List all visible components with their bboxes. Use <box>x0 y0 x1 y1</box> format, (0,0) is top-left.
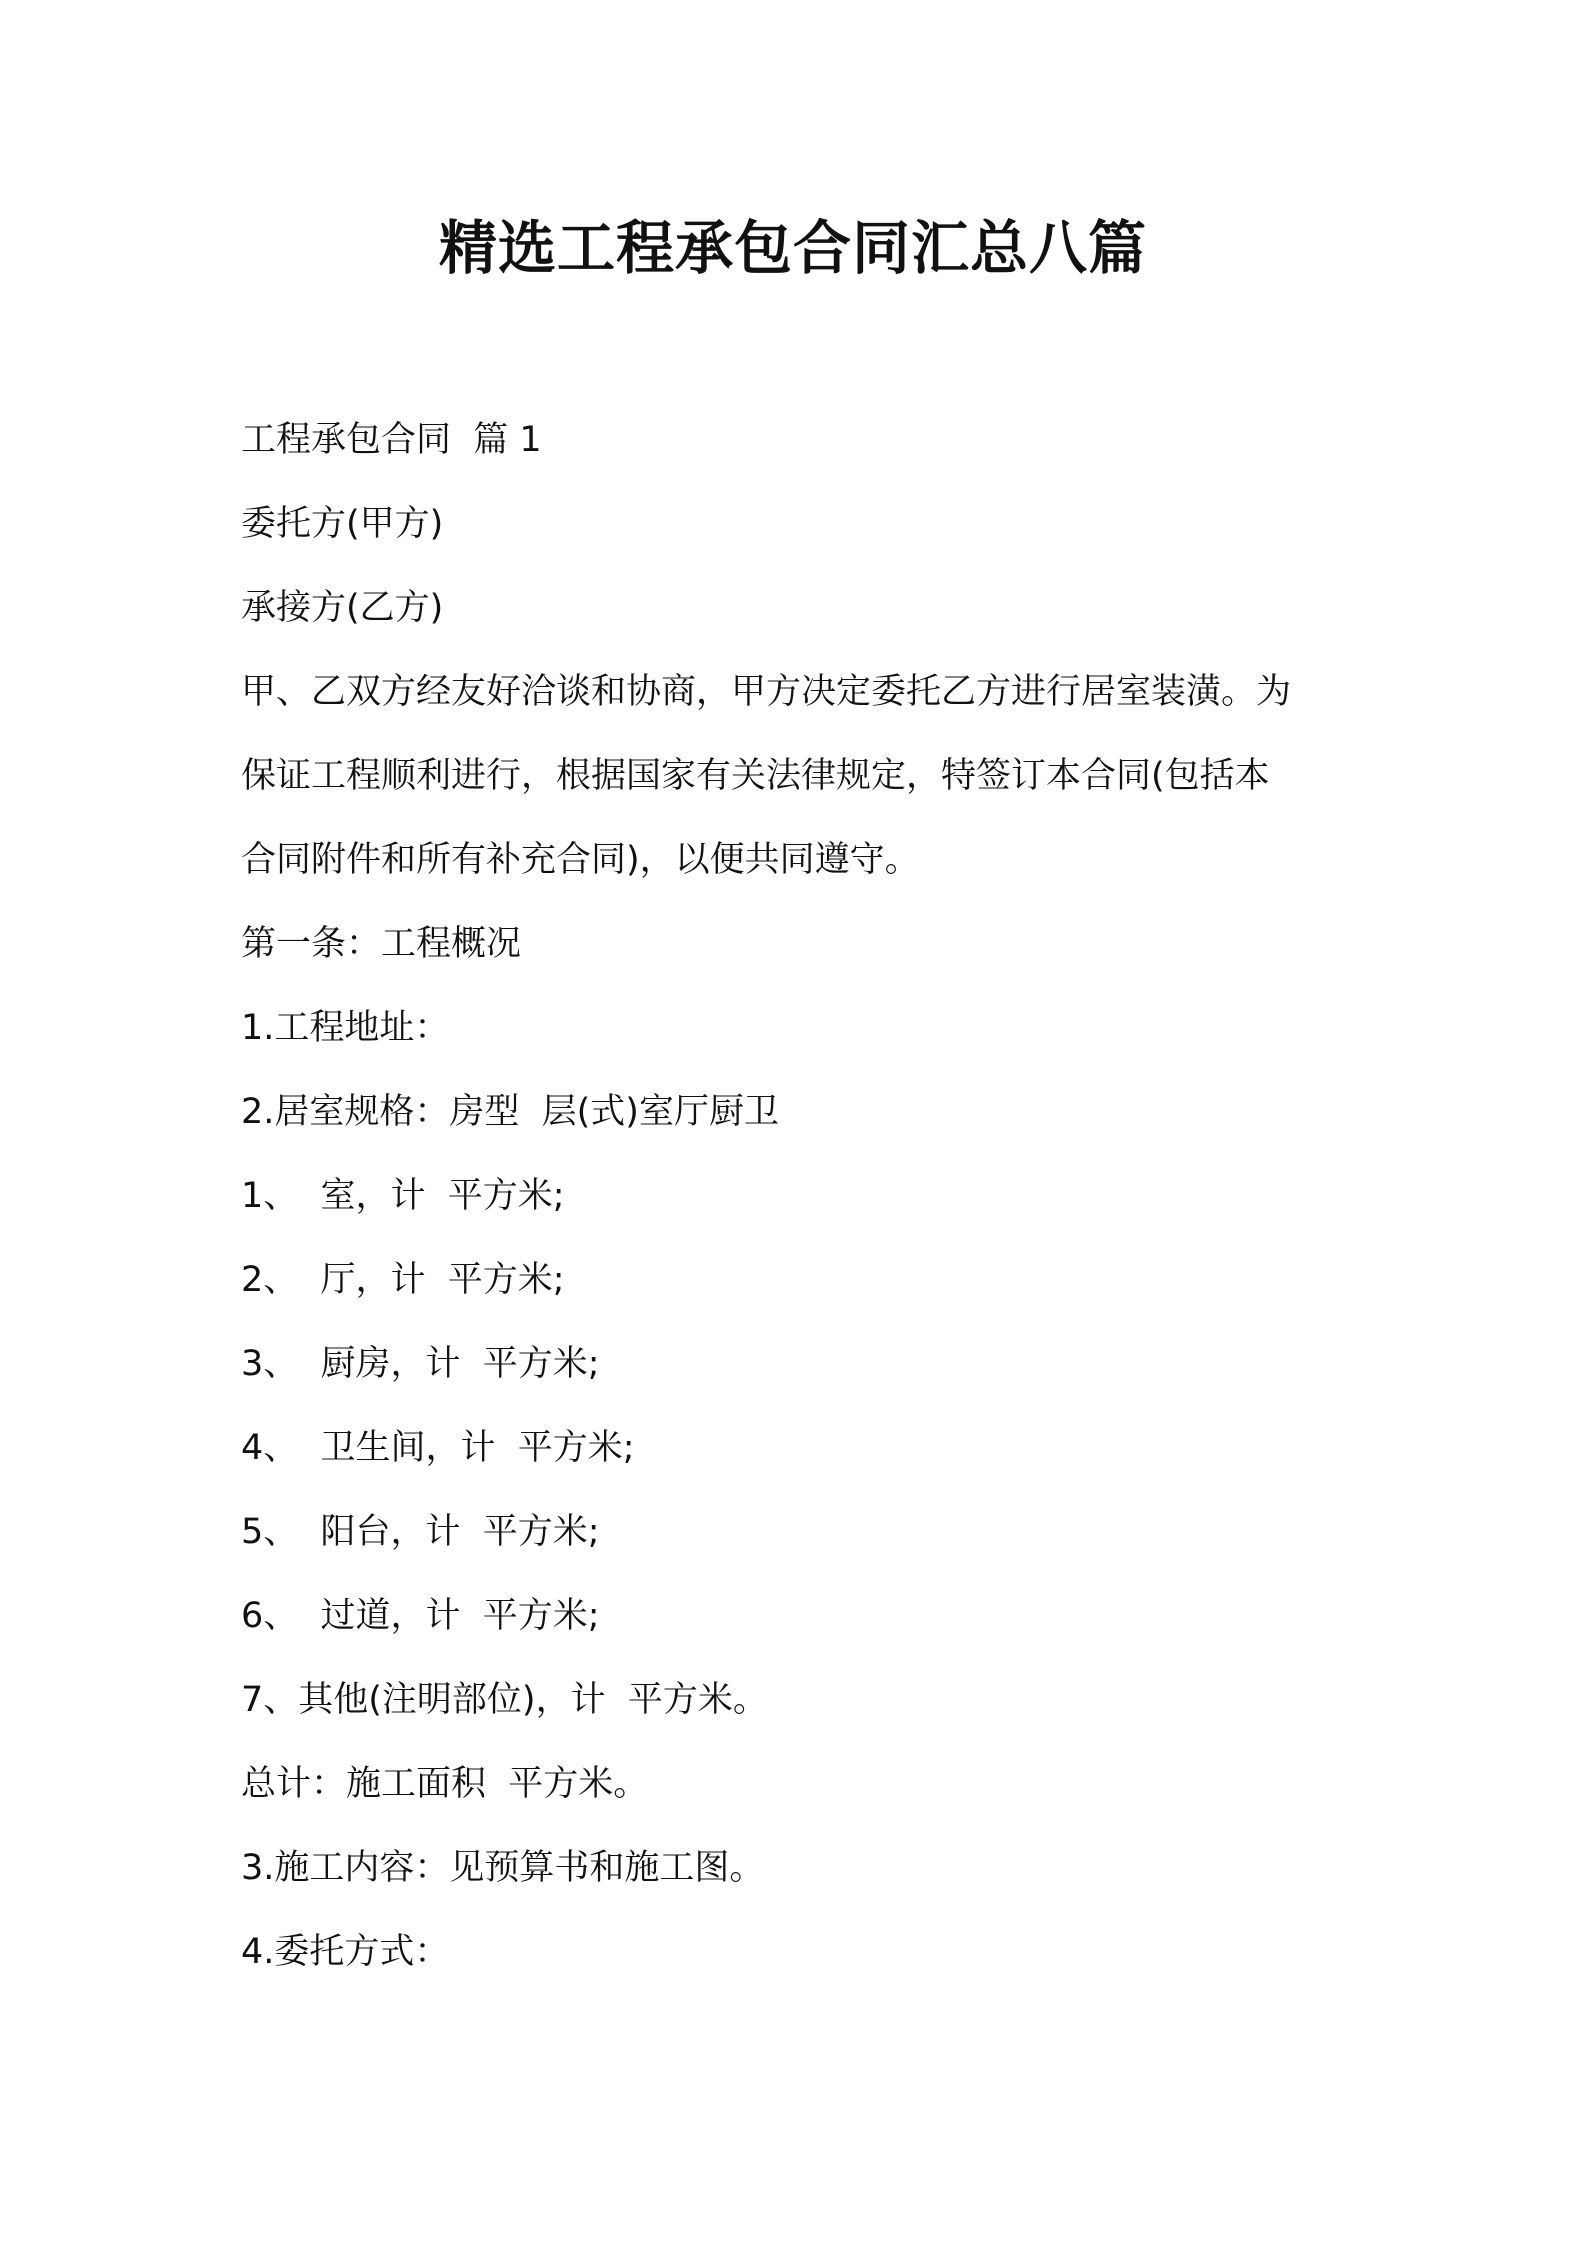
clause-item: 7、其他(注明部位)，计 平方米。 <box>241 1680 768 1720</box>
party-b-label: 承接方(乙方) <box>241 588 444 628</box>
document-body <box>241 398 1361 1994</box>
section-heading: 工程承包合同 篇 1 <box>241 420 542 460</box>
clause-item: 3.施工内容：见预算书和施工图。 <box>241 1848 765 1888</box>
clause-item: 4.委托方式： <box>241 1932 450 1972</box>
intro-line: 合同附件和所有补充合同)，以便共同遵守。 <box>241 840 920 880</box>
clause-heading: 第一条：工程概况 <box>241 924 522 964</box>
document-title: 精选工程承包合同汇总八篇 <box>438 214 1147 282</box>
intro-paragraph <box>241 650 1361 902</box>
party-a-label: 委托方(甲方) <box>241 504 444 544</box>
intro-line: 甲、乙双方经友好洽谈和协商，甲方决定委托乙方进行居室装潢。为 <box>241 672 1292 712</box>
clause-item: 2.居室规格：房型 层(式)室厅厨卫 <box>241 1092 779 1132</box>
clause-item: 5、 阳台，计 平方米; <box>241 1512 600 1552</box>
clause-item: 总计：施工面积 平方米。 <box>241 1764 649 1804</box>
clause-item: 1、 室，计 平方米; <box>241 1176 565 1216</box>
intro-line: 保证工程顺利进行，根据国家有关法律规定，特签订本合同(包括本 <box>241 756 1270 796</box>
clause-item: 6、 过道，计 平方米; <box>241 1596 600 1636</box>
clause-item: 3、 厨房，计 平方米; <box>241 1344 600 1384</box>
clause-item: 1.工程地址： <box>241 1008 450 1048</box>
clause-item: 4、 卫生间，计 平方米; <box>241 1428 635 1468</box>
clause-item: 2、 厅，计 平方米; <box>241 1260 565 1300</box>
